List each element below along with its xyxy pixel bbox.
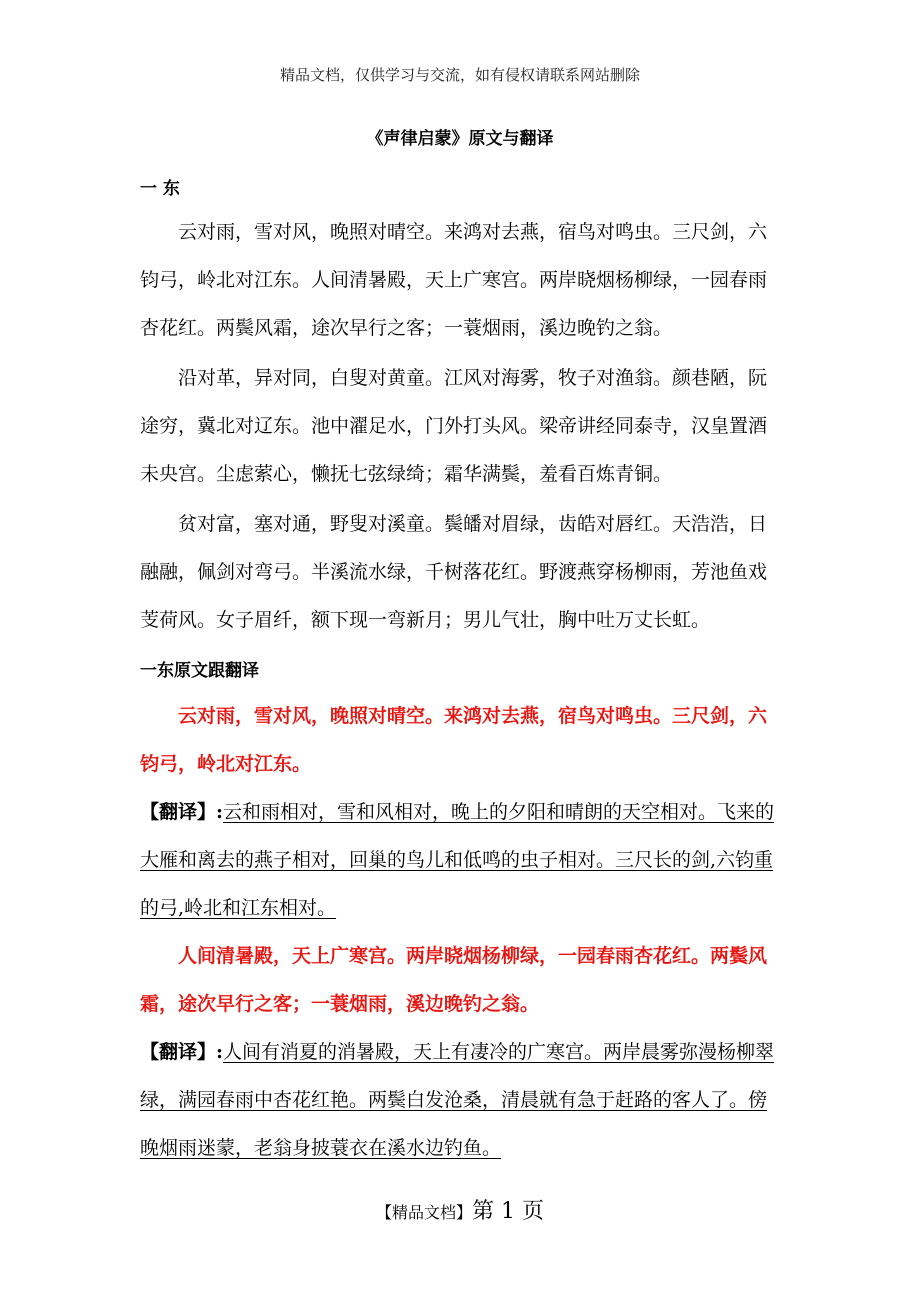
translation-block-2 <box>140 1028 782 1172</box>
footer-label: 【精品文档】 <box>376 1203 473 1222</box>
document-title: 《声律启蒙》原文与翻译 <box>366 129 554 149</box>
page-footer <box>0 1194 920 1225</box>
translation-text: 云和雨相对，雪和风相对，晚上的夕阳和晴朗的天空相对。飞来的大雁和离去的燕子相对，回巢的鸟儿和低鸣的虫子相对。三尺长的剑,六钧重的弓,岭北和江东相对。 <box>140 801 775 919</box>
translation-label: 【翻译】: <box>140 1041 224 1063</box>
page-number: 第 1 页 <box>472 1199 544 1224</box>
page-header-disclaimer: 精品文档，仅供学习与交流，如有侵权请联系网站删除 <box>279 66 640 84</box>
translation-label: 【翻译】: <box>140 801 224 823</box>
translation-block-1 <box>140 788 782 932</box>
section-heading-translation: 一东原文跟翻译 <box>140 661 259 681</box>
poem-paragraph-3: 贫对富，塞对通，野叟对溪童。鬓皤对眉绿，齿皓对唇红。天浩浩，日融融，佩剑对弯弓。半溪流水绿，千树落花红。野渡燕穿杨柳雨，芳池鱼戏芰荷风。女子眉纤，额下现一弯新月；男儿气壮，胸中吐万丈长虹。 <box>140 513 768 631</box>
translation-text: 人间有消夏的消暑殿，天上有凄冷的广寒宫。两岸晨雾弥漫杨柳翠绿，满园春雨中杏花红艳。两鬓白发沧桑，清晨就有急于赶路的客人了。傍晚烟雨迷蒙，老翁身披蓑衣在溪水边钓鱼。 <box>140 1041 775 1159</box>
section-heading-yi-dong: 一 东 <box>140 179 180 199</box>
poem-paragraph-2: 沿对革，异对同，白叟对黄童。江风对海雾，牧子对渔翁。颜巷陋，阮途穷，冀北对辽东。池中濯足水，门外打头风。梁帝讲经同泰寺，汉皇置酒未央宫。尘虑萦心，懒抚七弦绿绮；霜华满鬓，羞看百炼青铜。 <box>140 367 768 485</box>
poem-paragraph-1: 云对雨，雪对风，晚照对晴空。来鸿对去燕，宿鸟对鸣虫。三尺剑，六钧弓，岭北对江东。人间清暑殿，天上广寒宫。两岸晓烟杨柳绿，一园春雨杏花红。两鬓风霜，途次早行之客；一蓑烟雨，溪边晚钓之翁。 <box>140 221 768 339</box>
original-text-block-1: 云对雨，雪对风，晚照对晴空。来鸿对去燕，宿鸟对鸣虫。三尺剑，六钧弓，岭北对江东。 <box>140 705 768 775</box>
original-text-block-2: 人间清暑殿，天上广寒宫。两岸晓烟杨柳绿，一园春雨杏花红。两鬓风霜，途次早行之客；一蓑烟雨，溪边晚钓之翁。 <box>140 945 768 1015</box>
